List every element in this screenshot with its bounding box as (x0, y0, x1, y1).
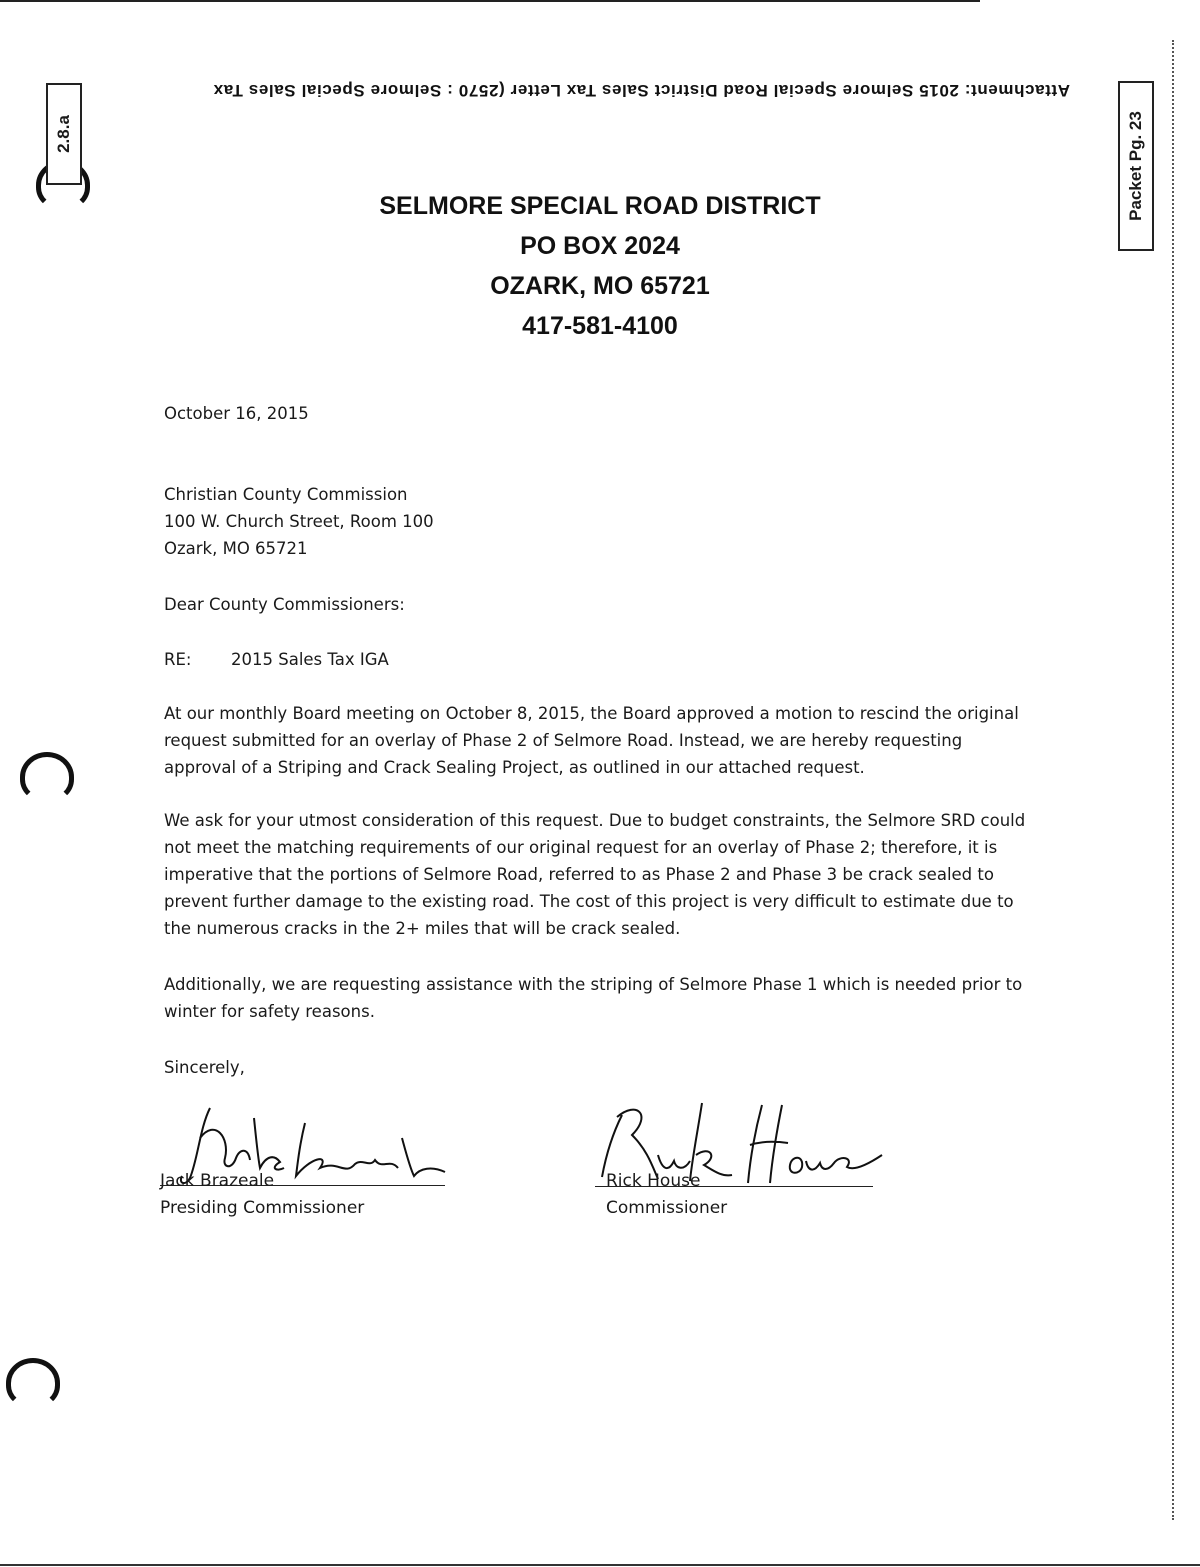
agenda-item-tag-label: 2.8.a (54, 115, 73, 153)
recipient-name: Christian County Commission (164, 485, 408, 504)
scan-edge-bottom (0, 1564, 1200, 1566)
packet-page-tag-label: Packet Pg. 23 (1126, 111, 1145, 221)
punch-hole-icon (20, 752, 74, 802)
letterhead-city: OZARK, MO 65721 (490, 272, 710, 300)
recipient-street: 100 W. Church Street, Room 100 (164, 512, 434, 531)
paragraph-line: request submitted for an overlay of Phase 2 of Selmore Road. Instead, we are hereby requesting (164, 731, 963, 750)
letterhead-pobox: PO BOX 2024 (520, 232, 680, 260)
paragraph-line: At our monthly Board meeting on October 8, 2015, the Board approved a motion to rescind the original (164, 704, 1019, 723)
paragraph-line: not meet the matching requirements of our original request for an overlay of Phase 2; therefore, it is (164, 838, 998, 857)
signer-name: Jack Brazeale (160, 1171, 275, 1191)
paragraph-line: Additionally, we are requesting assistance with the striping of Selmore Phase 1 which is needed prior to (164, 975, 1023, 994)
letterhead-org: SELMORE SPECIAL ROAD DISTRICT (379, 192, 821, 220)
punch-hole-icon (6, 1358, 60, 1408)
signer-block-2 (606, 1168, 727, 1222)
re-line (164, 646, 389, 673)
paragraph-line: winter for safety reasons. (164, 1002, 375, 1021)
paragraph-line: prevent further damage to the existing road. The cost of this project is very difficult to estimate due to (164, 892, 1014, 911)
salutation: Dear County Commissioners: (164, 595, 405, 614)
closing: Sincerely, (164, 1058, 245, 1077)
letterhead (300, 186, 900, 346)
letter-date: October 16, 2015 (164, 404, 309, 423)
re-subject: 2015 Sales Tax IGA (231, 650, 389, 669)
recipient-city: Ozark, MO 65721 (164, 539, 308, 558)
signer-block-1 (160, 1168, 364, 1222)
re-label: RE: (164, 650, 192, 669)
signer-title: Commissioner (606, 1198, 728, 1218)
packet-page-tag (1118, 81, 1154, 251)
signer-title: Presiding Commissioner (160, 1198, 365, 1218)
paragraph-1 (164, 700, 1044, 781)
paragraph-line: approval of a Striping and Crack Sealing Project, as outlined in our attached request. (164, 758, 865, 777)
paragraph-line: We ask for your utmost consideration of this request. Due to budget constraints, the Selmore SRD could (164, 811, 1026, 830)
agenda-item-tag (46, 83, 82, 185)
paragraph-3 (164, 971, 1044, 1025)
attachment-line: Attachment: 2015 Selmore Special Road District Sales Tax Letter (2570 : Selmore Special Sales Tax (213, 81, 1070, 100)
paragraph-line: the numerous cracks in the 2+ miles that will be crack sealed. (164, 919, 681, 938)
signer-name: Rick House (606, 1171, 701, 1191)
scan-edge-top (0, 0, 980, 2)
paragraph-line: imperative that the portions of Selmore Road, referred to as Phase 2 and Phase 3 be crack sealed to (164, 865, 994, 884)
letterhead-phone: 417-581-4100 (522, 312, 678, 340)
paragraph-2 (164, 807, 1044, 942)
scan-edge-right (1172, 40, 1174, 1520)
recipient-address (164, 481, 434, 562)
